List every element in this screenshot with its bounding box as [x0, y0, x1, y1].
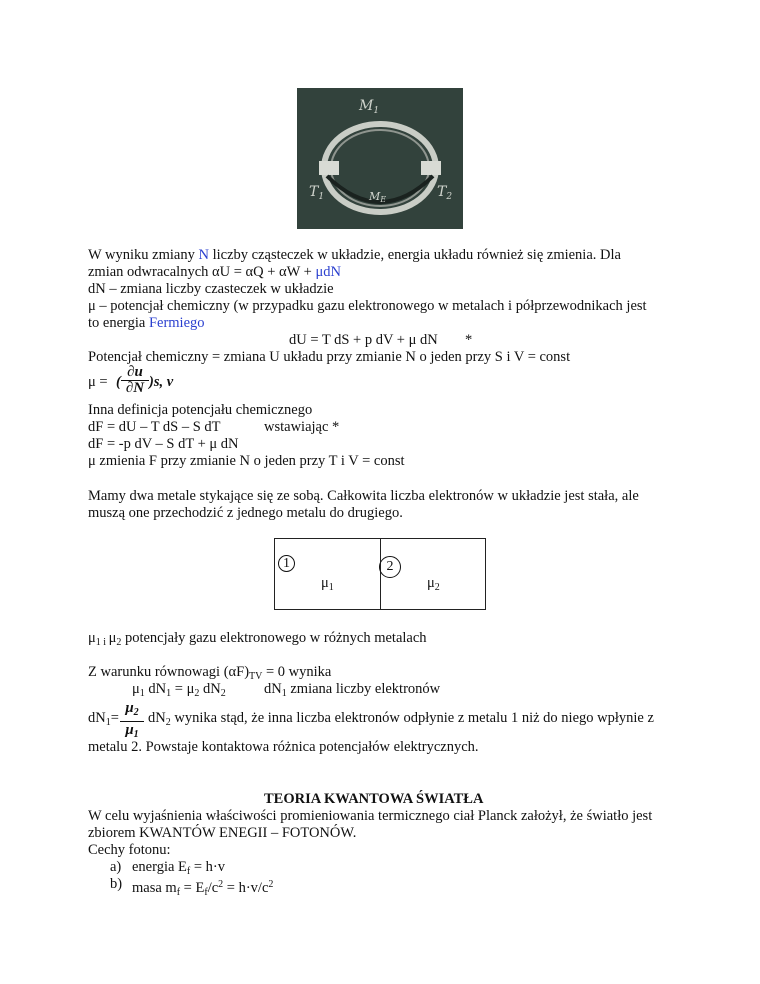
circle-metal-2: 2 — [379, 556, 401, 578]
p5-line3-lhs: $dN_1=$ — [88, 710, 119, 728]
label-t1: $T_1$ — [309, 184, 325, 202]
equation-star: * — [465, 332, 473, 348]
p1-line3: dN – zmiana liczby czasteczek w układzie — [88, 281, 334, 297]
list-item-a-marker: a) — [110, 859, 122, 875]
circle-metal-1: 1 — [278, 555, 295, 572]
metals-diagram — [274, 538, 486, 610]
n-link[interactable]: N — [198, 247, 209, 263]
fermiego-link[interactable]: Fermiego — [148, 315, 205, 331]
p2-line2-note: wstawiając * — [264, 419, 340, 435]
p2-line2: dF = dU – T dS – S dT — [88, 419, 221, 435]
label-m1: $M_1$ — [359, 98, 380, 116]
mudn-link[interactable]: μdN — [315, 264, 341, 280]
section-line1: W celu wyjaśnienia właściwości promieniowania termicznego ciał Planck założył, że światło jest — [88, 808, 653, 824]
mu-eq-fraction — [121, 365, 149, 396]
p2-line1: Inna definicja potencjału chemicznego — [88, 402, 313, 418]
list-item-b-marker: b) — [110, 876, 123, 892]
label-t2: $T_2$ — [437, 184, 453, 202]
label-m2: ME — [369, 190, 387, 204]
mu-ratio-num: $\mu_2$ — [125, 700, 139, 718]
mu-eq-prefix: μ = — [88, 374, 108, 390]
p5-line3-rhs: $dN_2$ wynika stąd, że inna liczba elektronów odpłynie z metalu 1 niż do niego wpłynie z — [148, 710, 654, 728]
mu-eq-den: ∂N — [121, 380, 149, 396]
mu-ratio-den: $\mu_1$ — [120, 721, 144, 743]
section-line3: Cechy fotonu: — [88, 842, 171, 858]
p3-line2: muszą one przechodzić z jednego metalu do drugiego. — [88, 505, 403, 521]
p3-line1: Mamy dwa metale stykające się ze sobą. Całkowita liczba elektronów w układzie jest stała, ale — [88, 488, 639, 504]
hand-drawn-diagram-photo — [297, 88, 463, 229]
list-item-a: energia $E_f = h\cdot v$ — [132, 859, 225, 877]
p5-line4: metalu 2. Powstaje kontaktowa różnica potencjałów elektrycznych. — [88, 739, 479, 755]
equation-du: dU = T dS + p dV + μ dN — [289, 332, 438, 348]
mu-eq-open: ( — [116, 374, 121, 390]
mu2-label: $\mu_2$ — [427, 575, 440, 593]
p5-line2-note: $dN_1$ zmiana liczby elektronów — [264, 681, 441, 699]
list-item-b: masa $m_f = E_f/c^2 = h\cdot v/c^2$ — [132, 879, 274, 898]
p5-line2-eq: $\mu_1$ $dN_1 = \mu_2$ $dN_2$ — [132, 681, 226, 699]
mu1-label: $\mu_1$ — [321, 575, 334, 593]
junction-right — [421, 161, 441, 175]
p1-line6: Potencjał chemiczny = zmiana U układu przy zmianie N o jeden przy S i V = const — [88, 349, 571, 365]
p1-line5: to energia Fermiego — [88, 315, 205, 331]
mu-eq-num: ∂u — [127, 364, 143, 380]
mu-ratio-fraction — [120, 700, 144, 743]
section-line2: zbiorem KWANTÓW ENEGII – FOTONÓW. — [88, 825, 357, 841]
p5-line1: Z warunku równowagi $(\alpha F)_{TV} = 0$ wynika — [88, 664, 332, 682]
p1-line4: μ – potencjał chemiczny (w przypadku gazu elektronowego w metalach i półprzewodnikach jest — [88, 298, 647, 314]
p1-line2: zmian odwracalnych αU = αQ + αW + μdN — [88, 264, 341, 280]
section-heading: TEORIA KWANTOWA ŚWIATŁA — [264, 791, 484, 807]
p2-line3: dF = -p dV – S dT + μ dN — [88, 436, 239, 452]
diagram-drawing — [297, 88, 463, 229]
p1-line1: W wyniku zmiany N liczby cząsteczek w układzie, energia układu również się zmienia. Dla — [88, 247, 621, 263]
junction-left — [319, 161, 339, 175]
p4-line: $\mu_{1 i}$ $\mu_2$ potencjały gazu elektronowego w różnych metalach — [88, 630, 427, 648]
mu-eq-close: )s, v — [149, 374, 174, 390]
p2-line4: μ zmienia F przy zmianie N o jeden przy T i V = const — [88, 453, 405, 469]
